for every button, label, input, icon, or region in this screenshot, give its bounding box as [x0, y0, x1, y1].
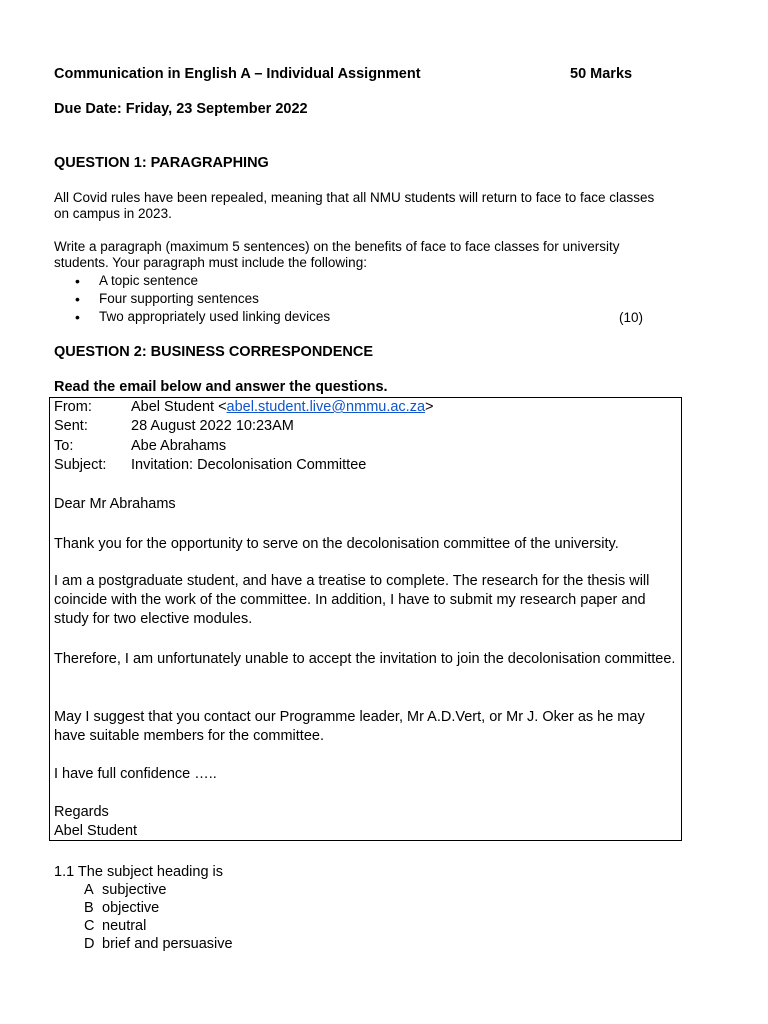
list-item: • Two appropriately used linking devices [54, 308, 330, 326]
email-paragraph-2: I am a postgraduate student, and have a treatise to complete. The research for the thesis will coincide with the work of the committee. In addition, I have to submit my research paper and study for two elective modules. [54, 573, 650, 627]
question1-marks: (10) [619, 310, 644, 325]
mcq-option-d[interactable] [54, 935, 233, 953]
total-marks: 50 Marks [570, 66, 633, 82]
list-item: • A topic sentence [54, 272, 330, 290]
email-sent-label: Sent: [54, 418, 88, 434]
question2-heading: QUESTION 2: BUSINESS CORRESPONDENCE [54, 344, 374, 360]
mcq-question-text: 1.1 The subject heading is [54, 864, 224, 880]
list-item: • Four supporting sentences [54, 290, 330, 308]
email-subject-value: Invitation: Decolonisation Committee [131, 457, 367, 473]
option-text: subjective [102, 882, 167, 898]
email-address-link[interactable]: abel.student.live@nmmu.ac.za [226, 399, 426, 415]
email-to-value: Abe Abrahams [131, 438, 227, 454]
option-text: neutral [102, 918, 147, 934]
option-letter: D [84, 936, 95, 952]
option-text: objective [102, 900, 160, 916]
option-text: brief and persuasive [102, 936, 233, 952]
course-title: Communication in English A – Individual Assignment [54, 66, 421, 82]
email-from-name: Abel Student < [131, 399, 227, 415]
option-letter: B [84, 900, 94, 916]
email-greeting: Dear Mr Abrahams [54, 496, 176, 512]
option-letter: A [84, 882, 94, 898]
question1-task-line1: Write a paragraph (maximum 5 sentences) on the benefits of face to face classes for university [54, 239, 620, 254]
email-paragraph-1: Thank you for the opportunity to serve on the decolonisation committee of the university. [54, 536, 619, 552]
email-box [49, 397, 682, 841]
email-from-line [131, 399, 434, 415]
question1-task-line2: students. Your paragraph must include the following: [54, 255, 367, 270]
question2-instruction: Read the email below and answer the questions. [54, 379, 388, 395]
question1-intro-line2: on campus in 2023. [54, 206, 172, 221]
email-from-label: From: [54, 399, 92, 415]
email-sent-value: 28 August 2022 10:23AM [131, 418, 294, 434]
option-letter: C [84, 918, 95, 934]
email-to-label: To: [54, 438, 74, 454]
requirements-list [54, 272, 330, 326]
email-closing: Regards [54, 804, 109, 820]
mcq-question-1-1 [54, 863, 233, 953]
email-subject-label: Subject: [54, 457, 107, 473]
question1-intro-line1: All Covid rules have been repealed, meaning that all NMU students will return to face to face classes [54, 190, 655, 205]
mcq-option-c[interactable] [54, 917, 233, 935]
mcq-option-b[interactable] [54, 899, 233, 917]
email-paragraph-3: Therefore, I am unfortunately unable to accept the invitation to join the decolonisation committee. [54, 651, 676, 667]
due-date: Due Date: Friday, 23 September 2022 [54, 101, 308, 117]
question1-heading: QUESTION 1: PARAGRAPHING [54, 155, 269, 171]
email-signature: Abel Student [54, 823, 138, 839]
email-paragraph-5: I have full confidence ….. [54, 766, 217, 782]
mcq-option-a[interactable] [54, 881, 233, 899]
email-from-close: > [425, 399, 434, 415]
email-paragraph-4: May I suggest that you contact our Programme leader, Mr A.D.Vert, or Mr J. Oker as he may have suitable members for the committee. [54, 709, 645, 744]
